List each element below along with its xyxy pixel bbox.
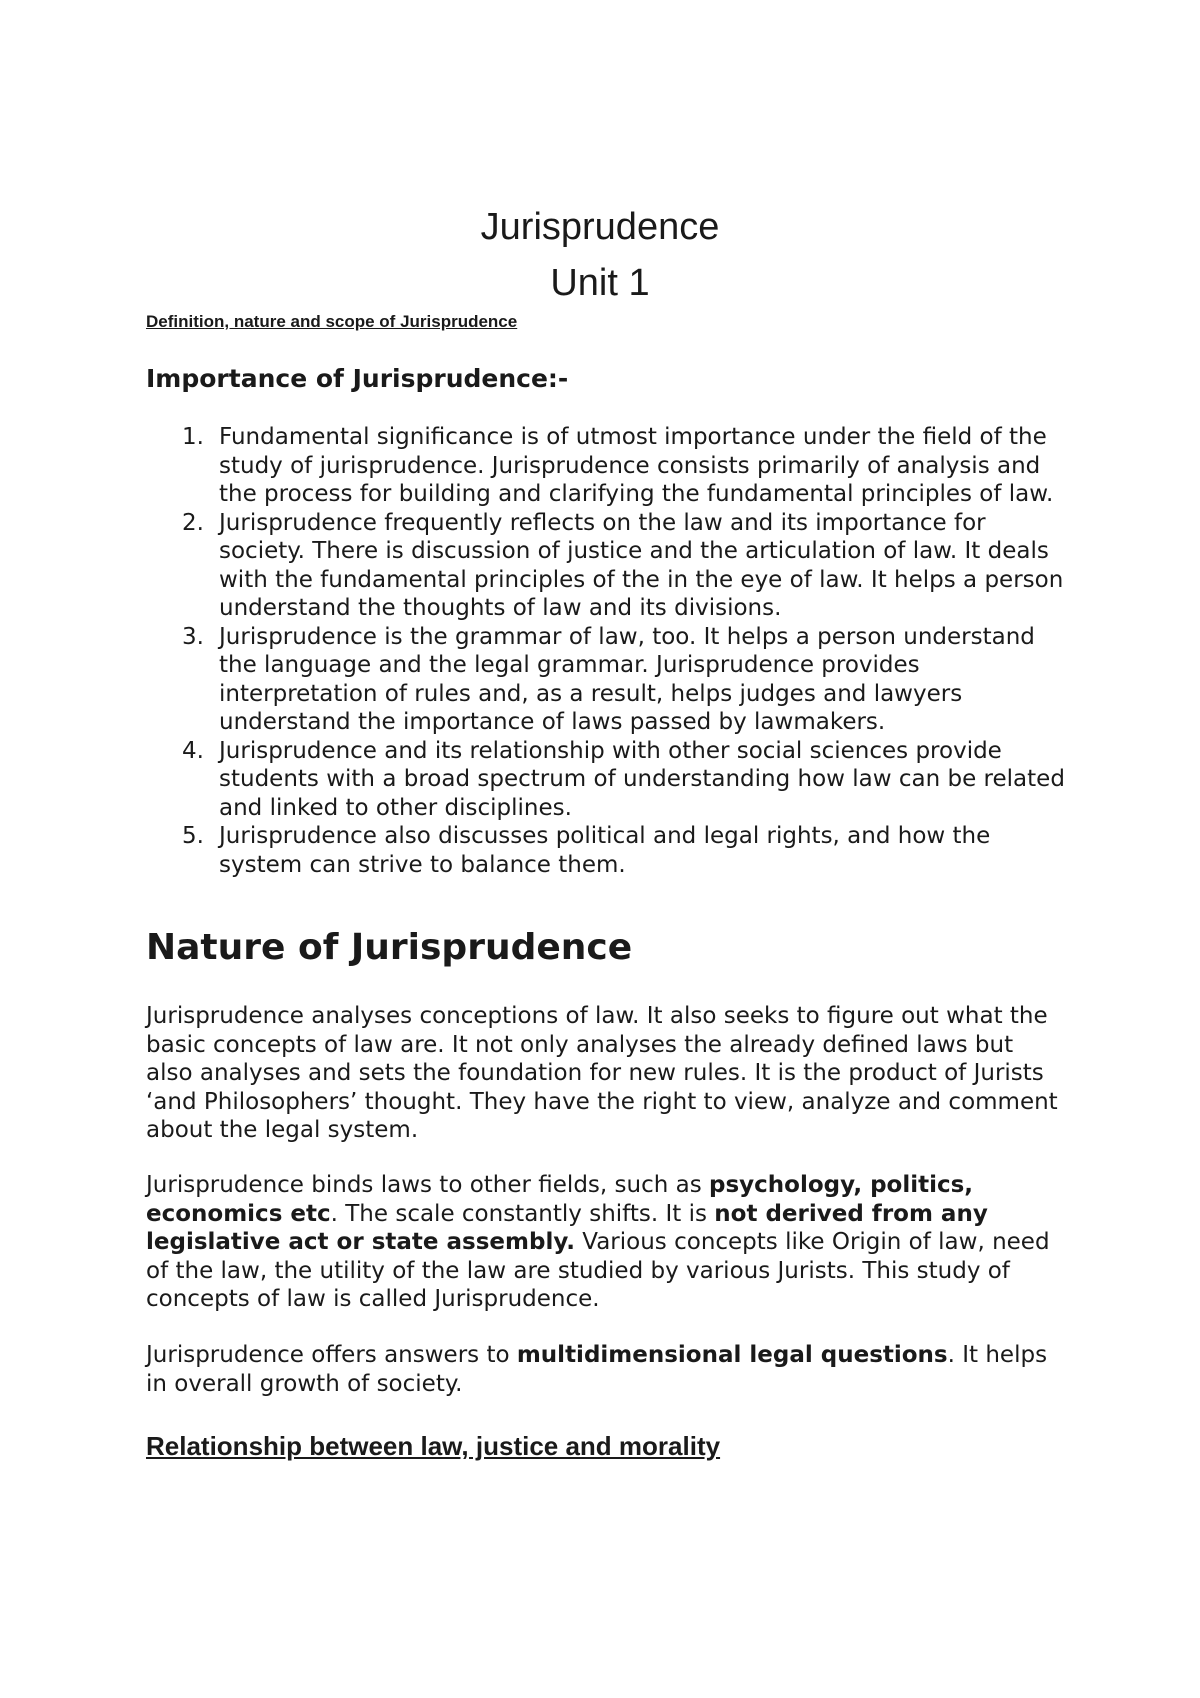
list-item-text: Fundamental significance is of utmost importance under the field of the study of jurisprudence. Jurisprudence consists primarily of analysis and the process for building and clarifying the fundamental principles of law.: [219, 424, 1054, 507]
topic-subheading: Definition, nature and scope of Jurisprudence: [146, 312, 518, 331]
nature-heading: Nature of Jurisprudence: [146, 927, 633, 968]
paragraph-text: Various concepts like Origin of law, need of the law, the utility of the law are studied by various Jurists. This study of concepts of law is called Jurisprudence.: [146, 1229, 1050, 1312]
importance-list: [146, 423, 1066, 879]
relationship-heading: Relationship between law, justice and morality: [146, 1431, 721, 1461]
paragraph-text: Jurisprudence offers answers to: [146, 1342, 517, 1368]
unit-title: Unit 1: [550, 262, 650, 304]
list-item-text: Jurisprudence is the grammar of law, too. It helps a person understand the language and the legal grammar. Jurisprudence provides interpretation of rules and, as a result, helps judges and lawyers understand the importance of laws passed by lawmakers.: [219, 623, 1035, 735]
paragraph-text: . It helps in overall growth of society.: [146, 1342, 1048, 1397]
list-number: 5.: [182, 823, 204, 849]
nature-paragraph-1: Jurisprudence analyses conceptions of law. It also seeks to figure out what the basic concepts of law are. It not only analyses the already defined laws but also analyses and sets the foundation for new rules. It is the product of Jurists ‘and Philosophers’ thought. They have the right to view, analyze and comment about the legal system.: [146, 1003, 1058, 1143]
list-item: [146, 623, 1066, 737]
list-number: 3.: [182, 623, 204, 650]
bold-text: psychology, politics, economics etc: [146, 1172, 974, 1227]
nature-paragraph-2: [146, 1171, 1066, 1314]
bold-text: multidimensional legal questions: [516, 1342, 948, 1368]
paragraph-text: . The scale constantly shifts. It is: [330, 1200, 715, 1227]
list-item-text: Jurisprudence also discusses political and legal rights, and how the system can strive to balance them.: [219, 823, 991, 878]
nature-paragraph-3: [146, 1341, 1066, 1398]
list-item: [146, 822, 1066, 879]
document-title: Jurisprudence: [480, 206, 720, 248]
list-item: [146, 737, 1066, 823]
list-number: 2.: [182, 509, 204, 536]
paragraph-text: Jurisprudence binds laws to other fields, such as: [146, 1172, 710, 1198]
list-item-text: Jurisprudence frequently reflects on the law and its importance for society. There is discussion of justice and the articulation of law. It deals with the fundamental principles of the in the eye of law. It helps a person understand the thoughts of law and its divisions.: [219, 509, 1064, 621]
list-item: [146, 509, 1066, 623]
bold-text: not derived from any legislative act or state assembly.: [146, 1200, 988, 1255]
importance-heading: Importance of Jurisprudence:-: [146, 364, 569, 393]
list-item-text: Jurisprudence and its relationship with other social sciences provide students with a broad spectrum of understanding how law can be related and linked to other disciplines.: [219, 737, 1065, 821]
list-number: 4.: [182, 737, 204, 764]
list-number: 1.: [182, 424, 204, 450]
list-item: [146, 423, 1066, 509]
